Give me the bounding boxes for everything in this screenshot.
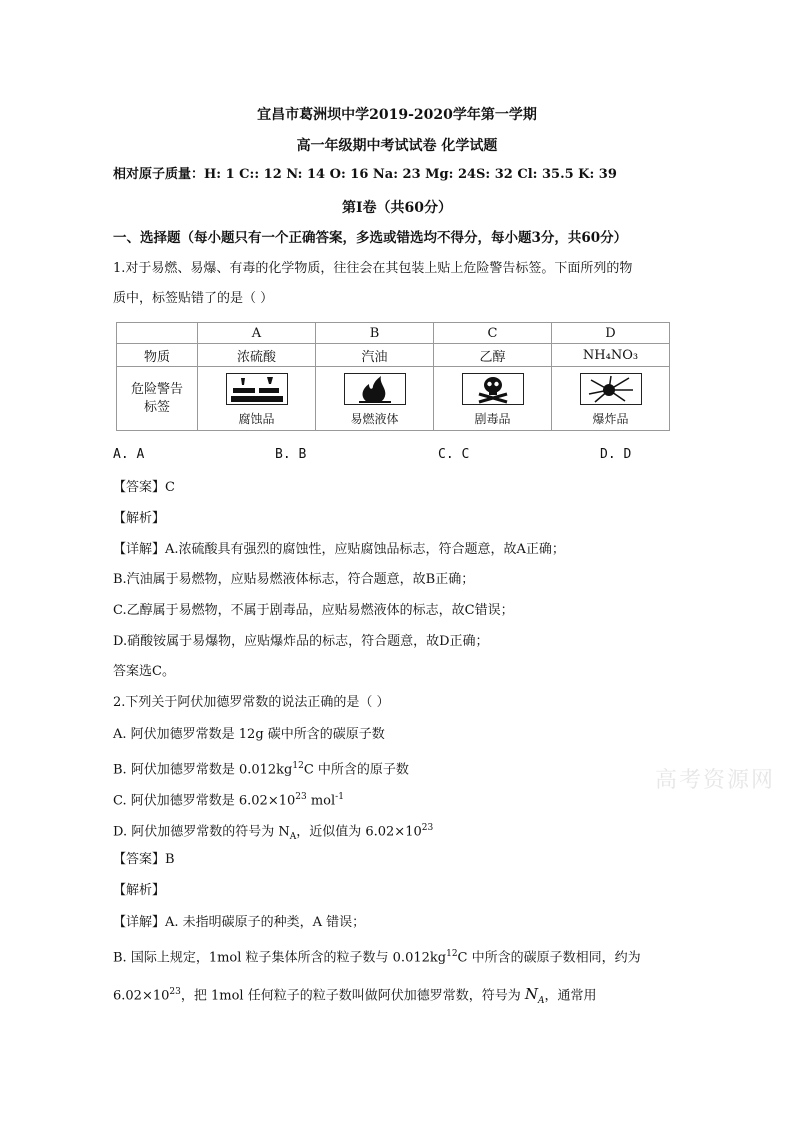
section-heading: 一、选择题（每小题只有一个正确答案，多选或错选均不得分，每小题3分，共60分） (113, 230, 628, 246)
q1-detail-5: 答案选C。 (113, 664, 175, 679)
substance-c: 乙醇 (434, 344, 552, 367)
q2-detail-3-post: ，把 1mol 任何粒子的粒子数叫做阿伏加德罗常数，符号为 (180, 988, 525, 1004)
sign-label-d: 爆炸品 (592, 412, 629, 426)
q2-option-b-pre: B. 阿伏加德罗常数是 0.012kg (113, 762, 293, 778)
na-symbol (524, 985, 545, 1007)
q1-option-b[interactable]: B. B (275, 447, 307, 462)
na-symbol-sub: A (537, 996, 545, 1007)
sign-cell-a (198, 367, 316, 431)
volume-title: 第Ⅰ卷（共60分） (341, 200, 453, 216)
substance-a: 浓硫酸 (198, 344, 316, 367)
q2-option-c-pre: C. 阿伏加德罗常数是 6.02×10 (113, 793, 296, 809)
q2-option-b[interactable] (113, 756, 409, 780)
q2-option-c-post: mol (306, 793, 336, 809)
sign-label-c: 剧毒品 (474, 412, 511, 426)
skull-icon (462, 373, 524, 405)
col-header-c: C (434, 323, 552, 344)
table-corner (117, 323, 198, 344)
q2-stem: 2.下列关于阿伏加德罗常数的说法正确的是（ ） (113, 695, 390, 710)
sign-cell-b (316, 367, 434, 431)
q1-stem-line1: 1.对于易燃、易爆、有毒的化学物质，往往会在其包装上贴上危险警告标签。下面所列的物 (113, 261, 633, 276)
row-label-sign-text: 危险警告标签 (130, 381, 183, 415)
q1-stem-line2: 质中，标签贴错了的是（ ） (113, 291, 274, 306)
watermark: 高考资源网 (655, 768, 776, 793)
exp23-superscript-3: 23 (169, 987, 181, 997)
neg1-superscript: -1 (335, 792, 344, 802)
q2-option-d-pre: D. 阿伏加德罗常数的符号为 N (113, 824, 290, 840)
q2-option-c[interactable] (113, 787, 344, 811)
corrosive-icon (226, 373, 288, 405)
q1-detail-3: C.乙醇属于易燃物，不属于剧毒品，应贴易燃液体的标志，故C错误； (113, 603, 514, 618)
sign-cell-c (434, 367, 552, 431)
exp23-superscript: 23 (295, 792, 307, 802)
q2-option-a[interactable]: A. 阿伏加德罗常数是 12g 碳中所含的碳原子数 (113, 727, 385, 742)
q2-analysis-head: 【解析】 (113, 883, 166, 898)
exam-title: 高一年级期中考试试卷 化学试题 (296, 138, 498, 154)
q2-detail-3-end: ，通常用 (544, 988, 597, 1004)
q1-detail-1: 【详解】A.浓硫酸具有强烈的腐蚀性，应贴腐蚀品标志，符合题意，故A正确； (113, 542, 565, 557)
atomic-mass-line: 相对原子质量：H: 1 C:: 12 N: 14 O: 16 Na: 23 Mg: 24S: 32 Cl: 35.5 K: 39 (113, 167, 617, 182)
c12-superscript: 12 (292, 761, 304, 771)
row-label-sign (117, 367, 198, 431)
q1-detail-2: B.汽油属于易燃物，应贴易燃液体标志，符合题意，故B正确； (113, 572, 475, 587)
sign-cell-d (552, 367, 670, 431)
a-subscript: A (289, 831, 297, 842)
substance-b: 汽油 (316, 344, 434, 367)
exp23-superscript-d: 23 (421, 823, 434, 833)
q1-analysis-head: 【解析】 (113, 511, 166, 526)
q2-detail-3-pre: 6.02×10 (113, 988, 170, 1004)
explosive-icon (580, 373, 642, 405)
q2-detail-2-pre: B. 国际上规定，1mol 粒子集体所含的粒子数与 0.012kg (113, 950, 447, 966)
q1-detail-4: D.硝酸铵属于易爆物，应贴爆炸品的标志，符合题意，故D正确； (113, 634, 489, 649)
hazard-table (116, 322, 670, 431)
col-header-a: A (198, 323, 316, 344)
substance-d: NH₄NO₃ (552, 344, 670, 367)
school-title: 宜昌市葛洲坝中学2019-2020学年第一学期 (257, 107, 537, 123)
na-symbol-n: N (524, 985, 538, 1004)
q2-detail-2 (113, 944, 641, 968)
q1-answer: 【答案】C (113, 480, 175, 495)
sign-label-b: 易燃液体 (350, 412, 399, 426)
q2-answer: 【答案】B (113, 852, 175, 867)
q2-detail-2-post: C 中所含的碳原子数相同，约为 (457, 950, 641, 966)
flame-icon (344, 373, 406, 405)
col-header-b: B (316, 323, 434, 344)
col-header-d: D (552, 323, 670, 344)
c12-superscript-2: 12 (446, 949, 458, 959)
q1-option-a[interactable]: A. A (113, 447, 145, 462)
q2-option-d[interactable] (113, 818, 433, 847)
q2-detail-1: 【详解】A. 未指明碳原子的种类，A 错误； (113, 915, 366, 930)
q1-option-c[interactable]: C. C (438, 447, 470, 462)
sign-label-a: 腐蚀品 (238, 412, 275, 426)
q2-option-d-mid: ，近似值为 6.02×10 (296, 824, 422, 840)
row-label-substance: 物质 (117, 344, 198, 367)
q1-option-d[interactable]: D. D (600, 447, 632, 462)
q2-detail-3 (113, 982, 596, 1011)
q2-option-b-post: C 中所含的原子数 (303, 762, 409, 778)
